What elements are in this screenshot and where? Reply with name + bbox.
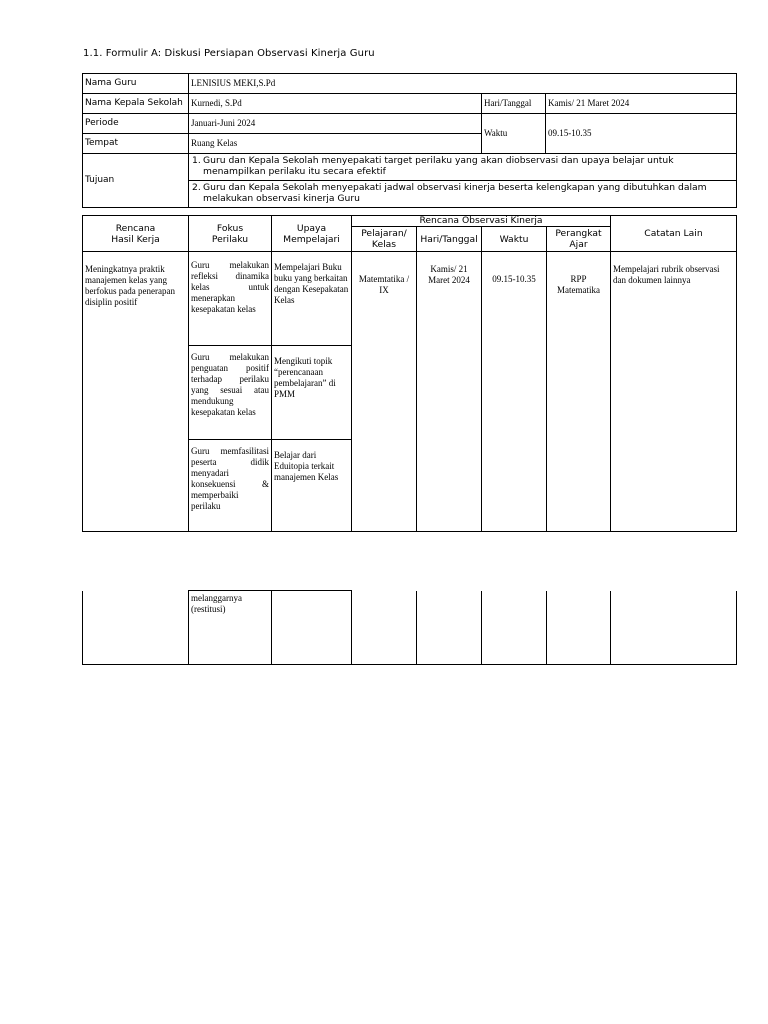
row-periode (83, 114, 737, 134)
document-title: 1.1. Formulir A: Diskusi Persiapan Observasi Kinerja Guru (83, 48, 375, 59)
header-fokus: Fokus Perilaku (189, 216, 272, 252)
header-waktu: Waktu (482, 227, 547, 252)
upaya-cell: Mengikuti topik “perencanaan pembelajaran” di PMM (272, 346, 352, 440)
fokus-cell: Guru melakukan penguatan positif terhadap perilaku yang sesuai atau mendukung kesepakatan kelas (189, 346, 272, 440)
kepala-label: Nama Kepala Sekolah (83, 94, 189, 114)
nama-guru-value: LENISIUS MEKI,S.Pd (189, 74, 737, 94)
row-kepala (83, 94, 737, 114)
tempat-label: Tempat (83, 134, 189, 154)
empty-cell (83, 591, 189, 665)
info-table (82, 73, 737, 208)
empty-cell (611, 591, 737, 665)
tempat-value: Ruang Kelas (189, 134, 482, 154)
tujuan-label: Tujuan (83, 154, 189, 208)
pelajaran-cell: Matemtatika / IX (352, 252, 417, 532)
header-upaya: Upaya Mempelajari (272, 216, 352, 252)
catatan-cell: Mempelajari rubrik observasi dan dokumen lainnya (611, 252, 737, 532)
hari-label: Hari/Tanggal (482, 94, 546, 114)
fokus-cell: Guru memfasilitasi peserta didik menyadari konsekuensi & memperbaiki perilaku (189, 440, 272, 532)
header-perangkat: Perangkat Ajar (547, 227, 611, 252)
fokus-cell: Guru melakukan refleksi dinamika kelas untuk menerapkan kesepakatan kelas (189, 252, 272, 346)
kepala-value: Kurnedi, S.Pd (189, 94, 482, 114)
row-nama-guru (83, 74, 737, 94)
periode-value: Januari-Juni 2024 (189, 114, 482, 134)
empty-cell (482, 591, 547, 665)
empty-cell (272, 591, 352, 665)
header-pelajaran: Pelajaran/ Kelas (352, 227, 417, 252)
perangkat-cell: RPP Matematika (547, 252, 611, 532)
header-hari: Hari/Tanggal (417, 227, 482, 252)
waktu-label: Waktu (482, 114, 546, 154)
waktu-cell: 09.15-10.35 (482, 252, 547, 532)
header-catatan: Catatan Lain (611, 216, 737, 252)
empty-cell (547, 591, 611, 665)
plan-table (82, 215, 737, 532)
header-rencana: Rencana Hasil Kerja (83, 216, 189, 252)
plan-row (83, 252, 737, 346)
tujuan-item: 2. Guru dan Kepala Sekolah menyepakati jadwal observasi kinerja beserta kelengkapan yang dibutuhkan dalam melakukan observasi kinerja Guru (189, 181, 737, 208)
continuation-table (82, 590, 737, 665)
rencana-hasil: Meningkatnya praktik manajemen kelas yang berfokus pada penerapan disiplin positif (83, 252, 189, 532)
empty-cell (352, 591, 417, 665)
hari-value: Kamis/ 21 Maret 2024 (546, 94, 737, 114)
header-observasi: Rencana Observasi Kinerja (352, 216, 611, 227)
nama-guru-label: Nama Guru (83, 74, 189, 94)
periode-label: Periode (83, 114, 189, 134)
waktu-value: 09.15-10.35 (546, 114, 737, 154)
row-tujuan-1 (83, 154, 737, 181)
empty-cell (417, 591, 482, 665)
continuation-row (83, 591, 737, 665)
header-row-1 (83, 216, 737, 227)
hari-cell: Kamis/ 21 Maret 2024 (417, 252, 482, 532)
tujuan-item: 1. Guru dan Kepala Sekolah menyepakati target perilaku yang akan diobservasi dan upaya belajar untuk menampilkan perilaku itu secara efektif (189, 154, 737, 181)
upaya-cell: Belajar dari Eduitopia terkait manajemen Kelas (272, 440, 352, 532)
fokus-cell: melanggarnya (restitusi) (189, 591, 272, 665)
upaya-cell: Mempelajari Buku buku yang berkaitan dengan Kesepakatan Kelas (272, 252, 352, 346)
